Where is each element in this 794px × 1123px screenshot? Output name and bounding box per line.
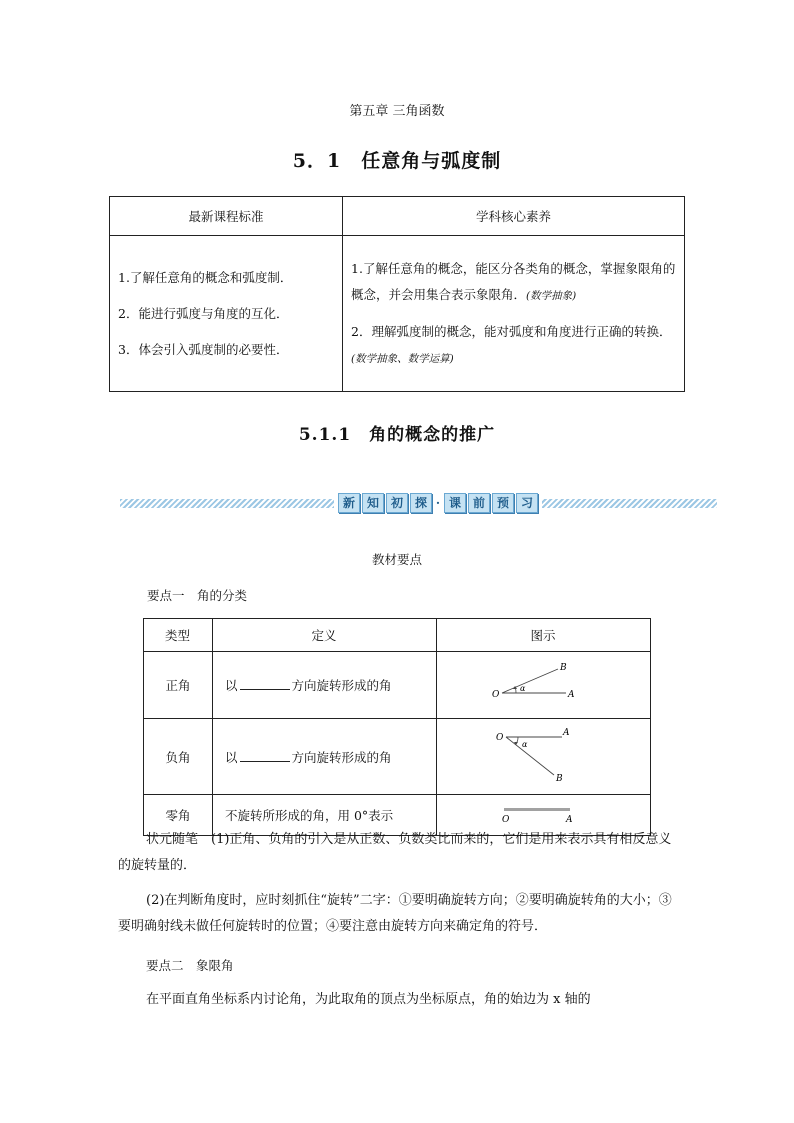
- banner-char: 初: [386, 493, 408, 513]
- label-a: A: [565, 814, 572, 825]
- label-o: O: [491, 689, 499, 700]
- type-zero: 零角: [144, 795, 213, 836]
- banner-char: 知: [362, 493, 384, 513]
- banner-char: 新: [338, 493, 360, 513]
- label-o: O: [501, 814, 509, 825]
- body-paragraph: 在平面直角坐标系内讨论角，为此取角的顶点为坐标原点，角的始边为 x 轴的: [146, 992, 591, 1007]
- label-a: A: [567, 689, 574, 700]
- literacy-item: [351, 319, 678, 372]
- material-title: 教材要点: [371, 552, 422, 567]
- note-paragraph-2: (2)在判断角度时，应时刻抓住“旋转”二字：①要明确旋转方向；②要明确旋转角的大小；③要明确射线未做任何旋转时的位置；④要注意由旋转方向来确定角的符号．: [118, 893, 672, 934]
- label-o: O: [495, 733, 503, 743]
- header-definition: 定义: [213, 619, 437, 652]
- type-positive: 正角: [144, 652, 213, 719]
- diagram-positive: [437, 652, 651, 719]
- header-diagram: 图示: [437, 619, 651, 652]
- literacy-cell: [343, 236, 685, 392]
- definition-negative: [213, 719, 437, 795]
- angle-classification-table: [143, 618, 651, 836]
- standard-item: 3．体会引入弧度制的必要性．: [118, 341, 289, 357]
- header-type: 类型: [144, 619, 213, 652]
- positive-angle-diagram: [484, 659, 604, 709]
- standard-item: 1.了解任意角的概念和弧度制．: [118, 269, 293, 285]
- literacy-tag: (数学抽象): [526, 289, 577, 302]
- note-paragraph-1: 状元随笔 (1)正角、负角的引入是从正数、负数类比而来的，它们是用来表示具有相反意义的旋转量的．: [118, 832, 672, 873]
- negative-angle-diagram: [484, 725, 604, 785]
- label-alpha: α: [519, 683, 525, 693]
- def-suffix: 方向旋转形成的角: [291, 678, 392, 693]
- def-prefix: 以: [225, 749, 238, 765]
- def-prefix: 以: [225, 678, 238, 693]
- banner-char: 探: [410, 493, 432, 513]
- fill-blank: [240, 677, 290, 690]
- banner-char: 预: [492, 493, 514, 513]
- label-b: B: [559, 662, 567, 673]
- subsection-title: 5.1.1 角的概念的推广: [298, 425, 496, 445]
- type-negative: 负角: [144, 719, 213, 795]
- point-two-heading: 要点二 象限角: [146, 958, 234, 973]
- banner-dot: ·: [435, 496, 441, 510]
- standard-item: 2．能进行弧度与角度的互化．: [118, 305, 289, 321]
- col-header-literacy: 学科核心素养: [343, 197, 685, 236]
- diagram-negative: [437, 719, 651, 795]
- section-title: 5．1 任意角与弧度制: [292, 150, 502, 172]
- zero-angle-diagram: [484, 802, 604, 826]
- definition-zero: 不旋转所形成的角，用 0°表示: [213, 795, 437, 836]
- label-alpha: α: [521, 740, 527, 749]
- standards-cell: [110, 236, 343, 392]
- banner-char: 前: [468, 493, 490, 513]
- fill-blank: [240, 749, 290, 762]
- preview-banner: [334, 492, 542, 514]
- literacy-tag: (数学抽象、数学运算): [351, 352, 454, 365]
- col-header-standards: 最新课程标准: [110, 197, 343, 236]
- point-one-heading: 要点一 角的分类: [147, 588, 248, 603]
- banner-char: 课: [444, 493, 466, 513]
- chapter-heading: 第五章 三角函数: [349, 104, 445, 119]
- label-b: B: [555, 774, 563, 784]
- literacy-item: [351, 256, 678, 309]
- definition-positive: [213, 652, 437, 719]
- literacy-text: 2．理解弧度制的概念，能对弧度和角度进行正确的转换．: [351, 323, 672, 339]
- label-a: A: [562, 728, 569, 738]
- literacy-text: 1.了解任意角的概念，能区分各类角的概念，掌握象限角的概念，并会用集合表示象限角．: [351, 260, 676, 302]
- def-suffix: 方向旋转形成的角: [291, 749, 392, 765]
- curriculum-table: [109, 196, 685, 392]
- banner-char: 习: [516, 493, 538, 513]
